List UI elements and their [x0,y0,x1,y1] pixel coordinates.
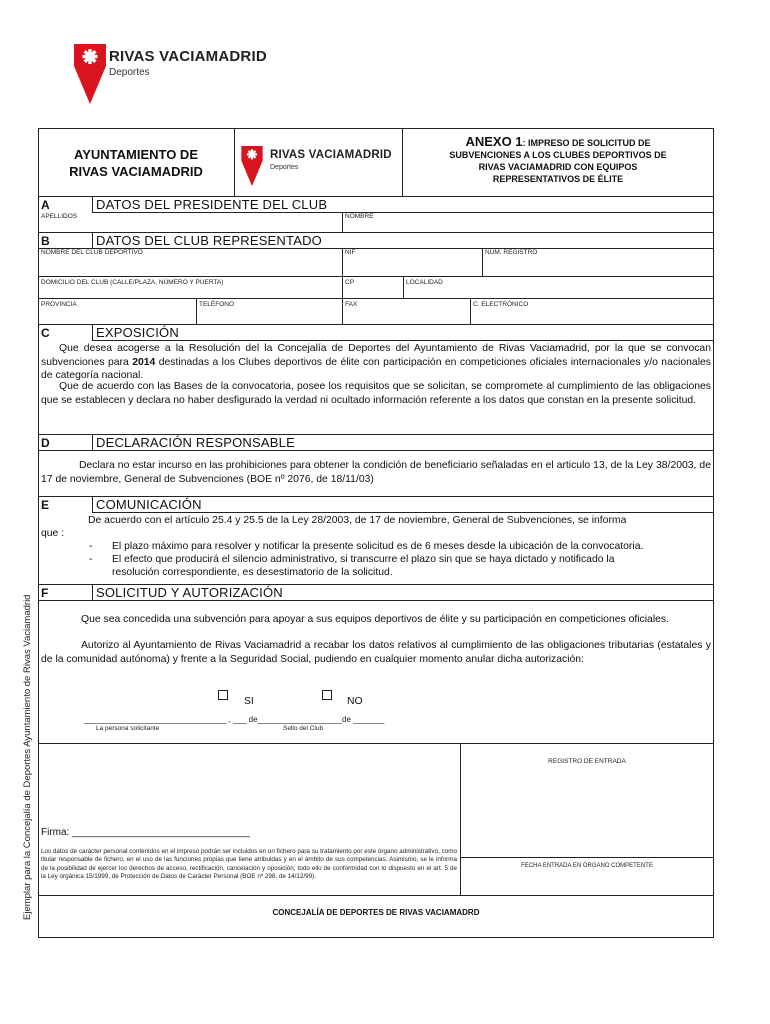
side-vertical-text: Ejemplar para la Concejalía de Deportes Ayuntamiento de Rivas Vaciamadrid [22,594,33,920]
divider [342,298,343,324]
field-apellidos[interactable]: APELLIDOS [41,213,78,220]
section-e-item-2: El efecto que producirá el silencio administrativo, si transcurre el plazo sin que se haya dictado y notificado la resolución correspondiente, es desestimatorio de la solicitud. [112,554,615,578]
divider [402,128,403,196]
divider [92,212,714,213]
anexo-line-2: SUBVENCIONES A LOS CLUBES DEPORTIVOS DE [449,150,667,160]
section-c-p1-b: destinadas a los Clubes deportivos de élite con participación en competiciones oficiales internacionales y/o nacionales de categoría nacional. [41,356,711,381]
divider [92,232,93,248]
anexo-line-1: : IMPRESO DE SOLICITUD DE [522,138,651,148]
rivas-logo-icon [74,44,106,104]
section-c-year: 2014 [132,356,156,368]
divider [92,496,93,512]
anexo-line-4: REPRESENTATIVOS DE ÉLITE [492,174,624,184]
section-f-title: SOLICITUD Y AUTORIZACIÓN [96,585,283,600]
brand-sub: Deportes [109,67,150,78]
field-domicilio[interactable]: DOMICILIO DEL CLUB (CALLE/PLAZA, NÚMERO Y PUERTA) [41,279,224,286]
divider [482,248,483,276]
divider [342,248,343,276]
section-e-intro: De acuerdo con el artículo 25.4 y 25.5 de la Ley 28/2003, de 17 de noviembre, General de Subvenciones, se informa [88,515,627,526]
section-e-title: COMUNICACIÓN [96,497,202,512]
section-f-letter: F [41,586,49,600]
divider [403,276,404,298]
section-f-paragraph-1: Que sea concedida una subvención para apoyar a sus equipos deportivos de élite y su participación en competiciones oficiales. [81,614,670,625]
divider [460,857,714,858]
field-provincia[interactable]: PROVINCIA [41,301,77,308]
bullet-dash: - [89,541,93,552]
divider [38,895,714,896]
field-localidad[interactable]: LOCALIDAD [406,279,443,286]
legal-notice: Los datos de carácter personal contenidos en el impreso podrán ser incluidos en un fichero para su tratamiento por este órgano administrativo, como titular responsable de fichero, en el uso de las funciones propias que tiene atribuidas y en el ámbito de sus competencias. Asimismo, se le informa de la posibilidad de ejercer los derechos de acceso, rectificación, cancelación y oposición, todo ello de conformidad con lo dispuesto en el art. 5 de la Ley orgánica 15/1999, de Protección de Datos de Carácter Personal (BOE nº 298, de 14/12/99). [41,848,457,880]
divider [38,743,714,744]
divider [92,196,93,212]
brand-name: RIVAS VACIAMADRID [109,48,267,65]
date-line[interactable]: ________________________________ , ___ de___________________de _______ [84,715,385,724]
section-e-letter: E [41,498,50,512]
field-fax[interactable]: FAX [345,301,358,308]
ayuntamiento-line-1: AYUNTAMIENTO DE [74,147,198,162]
divider [460,743,461,895]
divider [234,128,235,196]
ayuntamiento-line-2: RIVAS VACIAMADRID [69,164,203,179]
section-c-p1-a: Que desea acogerse a la Resolución del la Concejalía de Deportes del Ayuntamiento de Rivas Vaciamadrid, por la que se convocan subvenciones para [41,343,711,368]
divider [342,212,343,232]
divider [92,434,93,450]
section-f-paragraph-2: Autorizo al Ayuntamiento de Rivas Vaciamadrid a recabar los datos relativos al cumplimiento de las obligaciones tributarias (estatales y de la comunidad autónoma) y frente a la Seguridad Social, pudiendo en cualquier momento anular dicha autorización: [41,640,711,665]
divider [92,324,93,340]
field-telefono[interactable]: TELÉFONO [199,301,235,308]
anexo-label: ANEXO 1 [465,134,523,149]
section-e-item-1: El plazo máximo para resolver y notificar la presente solicitud es de 6 meses desde la ubicación de la convocatoria. [112,541,644,552]
divider [38,450,714,451]
section-e-intro-2: que : [41,528,65,539]
firma-field[interactable]: Firma: ________________________________ [41,827,251,838]
sello-club-label: Sello del Club [283,725,324,732]
section-d-paragraph: Declara no estar incurso en las prohibiciones para obtener la condición de beneficiario señaladas en el articulo 13, de la Ley 38/2003, de 17 de noviembre, General de Subvenciones (BOE nº 2076, de 18/11/03) [41,460,711,485]
section-a-letter: A [41,198,50,212]
brand-sub: Deportes [270,164,299,171]
ayuntamiento-title [38,146,234,180]
section-b-letter: B [41,234,50,248]
persona-solicitante-label: La persona solicitante [96,725,160,732]
divider [38,298,714,299]
section-a-title: DATOS DEL PRESIDENTE DEL CLUB [96,197,328,212]
bullet-dash: - [89,554,93,565]
section-c-paragraph-1 [41,342,711,383]
divider [196,298,197,324]
divider [92,340,714,341]
section-c-letter: C [41,326,50,340]
divider [92,584,93,600]
si-label: SI [244,696,254,707]
field-cp[interactable]: CP [345,279,355,286]
field-nombre[interactable]: NOMBRE [345,213,374,220]
divider [342,276,343,298]
field-email[interactable]: C. ELECTRÓNICO [473,301,529,308]
divider [470,298,471,324]
field-nif[interactable]: NIF [345,249,356,256]
footer-concejalia: CONCEJALÍA DE DEPORTES DE RIVAS VACIAMADRD [272,908,480,917]
divider [38,600,714,601]
divider [92,512,714,513]
header-logo [240,146,400,186]
no-checkbox[interactable] [322,690,332,700]
brand-name: RIVAS VACIAMADRID [270,149,392,161]
field-num-registro[interactable]: NUM. REGISTRO [485,249,538,256]
field-nombre-club[interactable]: NOMBRE DEL CLUB DEPORTIVO [41,249,143,256]
registro-entrada-label: REGISTRO DE ENTRADA [548,758,626,765]
rivas-logo-icon [240,146,264,186]
section-d-letter: D [41,436,50,450]
top-logo [74,44,314,104]
section-b-title: DATOS DEL CLUB REPRESENTADO [96,233,322,248]
divider [38,276,714,277]
section-c-paragraph-2: Que de acuerdo con las Bases de la convocatoria, posee los requisitos que se solicitan, se compromete al cumplimiento de las obligaciones que se establecen y declara no haber desfigurado la verdad ni ocultado información referente a los datos que constan en la presente solicitud. [41,381,711,406]
anexo-line-3: RIVAS VACIAMADRID CON EQUIPOS [478,162,638,172]
no-label: NO [347,696,363,707]
anexo-title [404,136,712,185]
section-d-title: DECLARACIÓN RESPONSABLE [96,435,295,450]
section-c-title: EXPOSICIÓN [96,325,179,340]
fecha-entrada-label: FECHA ENTRADA EN ÓRGANO COMPETENTE [521,863,653,869]
si-checkbox[interactable] [218,690,228,700]
